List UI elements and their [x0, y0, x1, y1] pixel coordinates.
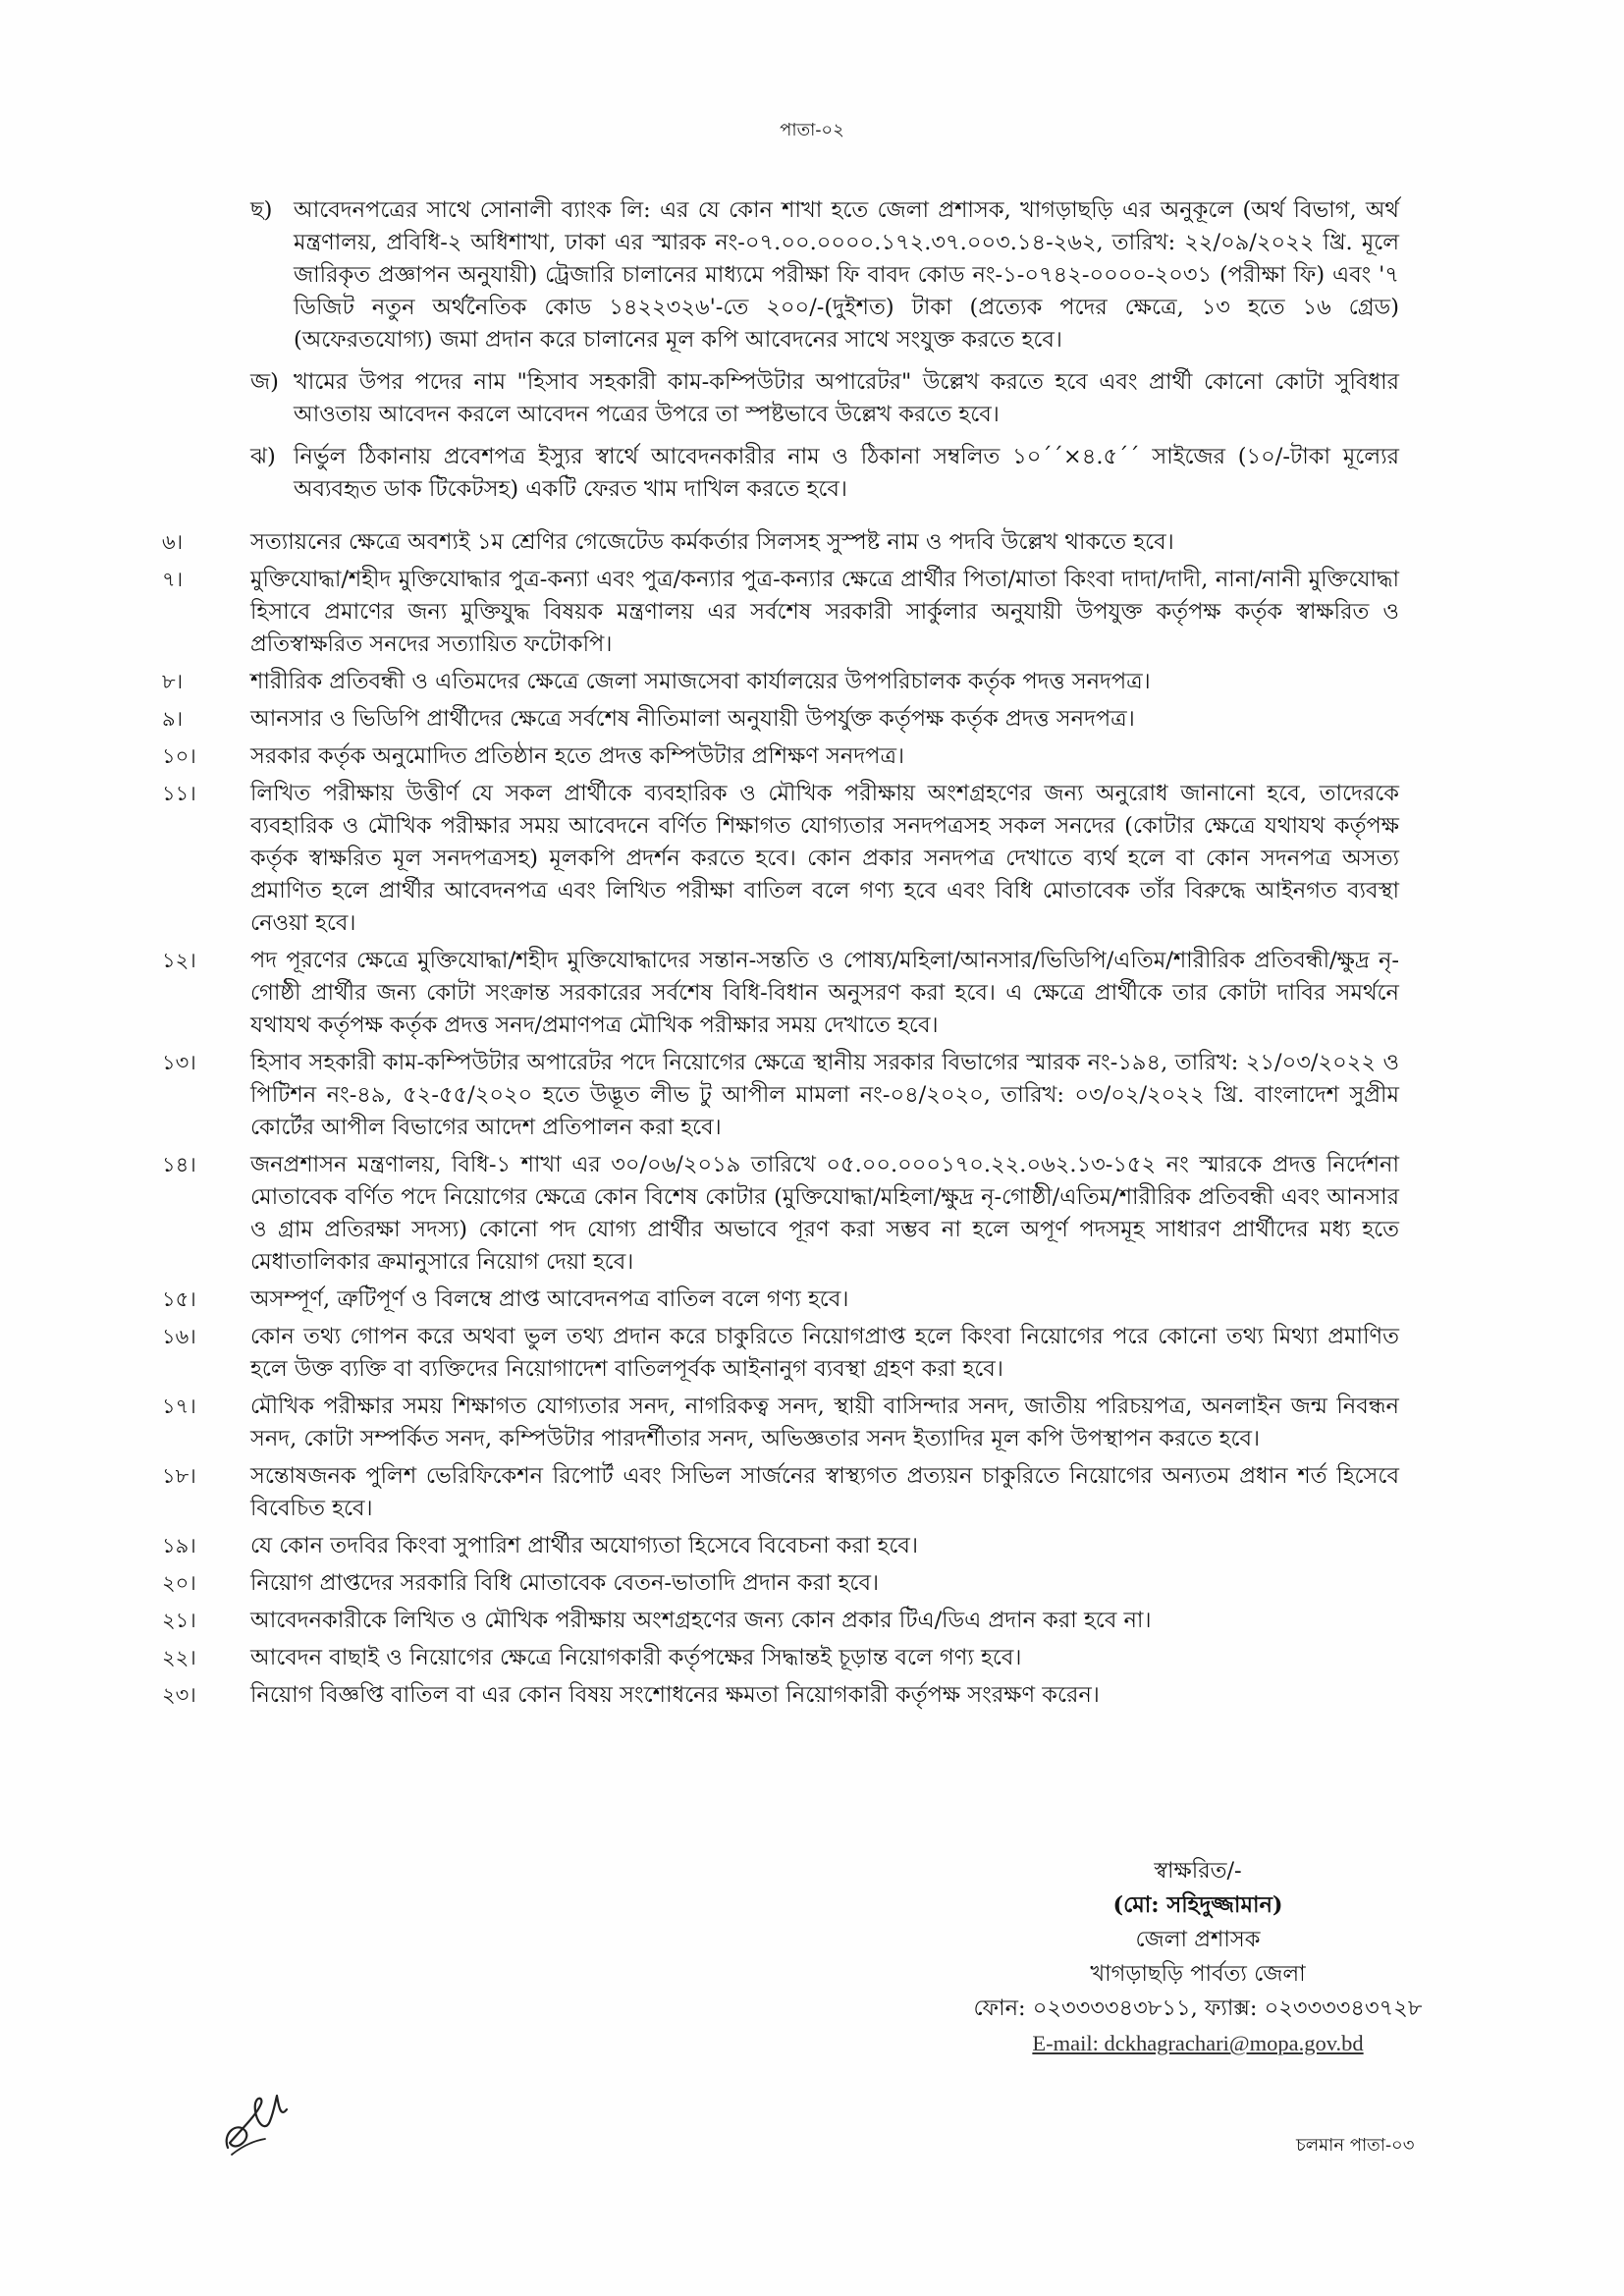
list-item: [162, 945, 1399, 1042]
item-text: হিসাব সহকারী কাম-কম্পিউটার অপারেটর পদে নিয়োগের ক্ষেত্রে স্থানীয় সরকার বিভাগের স্মারক নং-১৯৪, তারিখ: ২১/০৩/২০২২ ও পিটিশন নং-৪৯, ৫২-৫৫/২০২০ হতে উদ্ভূত লীভ টু আপীল মামলা নং-০৪/২০২০, তারিখ: ০৩/০২/২০২২ খ্রি. বাংলাদেশ সুপ্রীম কোর্টের আপীল বিভাগের আদেশ প্রতিপালন করা হবে।: [250, 1050, 1399, 1140]
list-item: [162, 1679, 1399, 1712]
list-item: [162, 1284, 1399, 1316]
item-number: ১৮।: [162, 1464, 196, 1488]
list-item: [162, 666, 1399, 698]
item-number: ২১।: [162, 1609, 196, 1632]
item-text: সরকার কর্তৃক অনুমোদিত প্রতিষ্ঠান হতে প্রদত্ত কম্পিউটার প্রশিক্ষণ সনদপত্র।: [250, 743, 905, 769]
list-item: [162, 1149, 1399, 1279]
list-item: [162, 1642, 1399, 1674]
sub-clause-marker: জ): [250, 369, 279, 395]
item-text: সন্তোষজনক পুলিশ ভেরিফিকেশন রিপোর্ট এবং সিভিল সার্জনের স্বাস্থ্যগত প্রত্যয়ন চাকুরিতে নিয়োগের অন্যতম প্রধান শর্ত হিসেবে বিবেচিত হবে।: [250, 1463, 1399, 1521]
list-item: [162, 1047, 1399, 1144]
item-text: মৌখিক পরীক্ষার সময় শিক্ষাগত যোগ্যতার সনদ, নাগরিকত্ব সনদ, স্থায়ী বাসিন্দার সনদ, জাতীয় পরিচয়পত্র, অনলাইন জন্ম নিবন্ধন সনদ, কোটা সম্পর্কিত সনদ, কম্পিউটার পারদর্শীতার সনদ, অভিজ্ঞতার সনদ ইত্যাদির মূল কপি উপস্থাপন করতে হবে।: [250, 1394, 1399, 1451]
signatory-district: খাগড়াছড়ি পার্বত্য জেলা: [1090, 1961, 1306, 1987]
handwritten-initials: [218, 2074, 297, 2162]
list-item: [162, 564, 1399, 661]
item-number: ১৬।: [162, 1325, 196, 1348]
item-text: অসম্পূর্ণ, ত্রুটিপূর্ণ ও বিলম্বে প্রাপ্ত আবেদনপত্র বাতিল বলে গণ্য হবে।: [250, 1286, 849, 1312]
item-number: ১৩।: [162, 1051, 196, 1074]
list-item: [162, 526, 1399, 559]
item-number: ৯।: [162, 707, 184, 731]
signature-block: [972, 1854, 1424, 2060]
list-item: [162, 1391, 1399, 1455]
list-item: [162, 1321, 1399, 1386]
item-number: ১৫।: [162, 1287, 196, 1311]
item-number: ৭।: [162, 568, 184, 591]
continued-page-note: চলমান পাতা-০৩: [1296, 2135, 1415, 2156]
list-item: [162, 740, 1399, 773]
item-number: ১৯।: [162, 1534, 196, 1558]
sub-clause-list: [250, 194, 1399, 516]
item-text: জনপ্রশাসন মন্ত্রণালয়, বিধি-১ শাখা এর ৩০/০৬/২০১৯ তারিখে ০৫.০০.০০০১৭০.২২.০৬২.১৩-১৫২ নং স্মারকে প্রদত্ত নির্দেশনা মোতাবেক বর্ণিত পদে নিয়োগের ক্ষেত্রে কোন বিশেষ কোটার (মুক্তিযোদ্ধা/মহিলা/ক্ষুদ্র নৃ-গোষ্ঠী/এতিম/শারীরিক প্রতিবন্ধী এবং আনসার ও গ্রাম প্রতিরক্ষা সদস্য) কোনো পদ যোগ্য প্রার্থীর অভাবে পূরণ করা সম্ভব না হলে অপূর্ণ পদসমূহ সাধারণ প্রার্থীদের মধ্য হতে মেধাতালিকার ক্রমানুসারে নিয়োগ দেয়া হবে।: [250, 1152, 1399, 1275]
sub-clause-marker: ছ): [250, 197, 273, 223]
list-item: [162, 1530, 1399, 1562]
item-number: ৬।: [162, 530, 184, 554]
contact-email: E-mail: dckhagrachari@mopa.gov.bd: [1032, 2031, 1364, 2055]
item-text: নিয়োগ প্রাপ্তদের সরকারি বিধি মোতাবেক বেতন-ভাতাদি প্রদান করা হবে।: [250, 1570, 880, 1596]
list-item: [162, 703, 1399, 736]
item-text: সত্যায়নের ক্ষেত্রে অবশ্যই ১ম শ্রেণির গেজেটেড কর্মকর্তার সিলসহ সুস্পষ্ট নাম ও পদবি উল্লেখ থাকতে হবে।: [250, 529, 1174, 555]
item-text: নিয়োগ বিজ্ঞপ্তি বাতিল বা এর কোন বিষয় সংশোধনের ক্ষমতা নিয়োগকারী কর্তৃপক্ষ সংরক্ষণ করেন।: [250, 1682, 1100, 1708]
item-text: আবেদনকারীকে লিখিত ও মৌখিক পরীক্ষায় অংশগ্রহণের জন্য কোন প্রকার টিএ/ডিএ প্রদান করা হবে না।: [250, 1608, 1152, 1633]
item-text: কোন তথ্য গোপন করে অথবা ভুল তথ্য প্রদান করে চাকুরিতে নিয়োগপ্রাপ্ত হলে কিংবা নিয়োগের পরে কোনো তথ্য মিথ্যা প্রমাণিত হলে উক্ত ব্যক্তি বা ব্যক্তিদের নিয়োগাদেশ বাতিলপূর্বক আইনানুগ ব্যবস্থা গ্রহণ করা হবে।: [250, 1324, 1399, 1382]
list-item: [162, 1460, 1399, 1525]
item-number: ১৭।: [162, 1394, 196, 1418]
item-text: যে কোন তদবির কিংবা সুপারিশ প্রার্থীর অযোগ্যতা হিসেবে বিবেচনা করা হবে।: [250, 1533, 918, 1558]
page-number: পাতা-০২: [780, 120, 844, 140]
numbered-clause-list: [162, 526, 1399, 1717]
signatory-designation: জেলা প্রশাসক: [1135, 1927, 1261, 1952]
item-text: পদ পূরণের ক্ষেত্রে মুক্তিযোদ্ধা/শহীদ মুক্তিযোদ্ধাদের সন্তান-সন্ততি ও পোষ্য/মহিলা/আনসার/ভিডিপি/এতিম/শারীরিক প্রতিবন্ধী/ক্ষুদ্র নৃ-গোষ্ঠী প্রার্থীর জন্য কোটা সংক্রান্ত সরকারের সর্বশেষ বিধি-বিধান অনুসরণ করা হবে। এ ক্ষেত্রে প্রার্থীকে তার কোটা দাবির সমর্থনে যথাযথ কর্তৃপক্ষ কর্তৃক প্রদত্ত সনদ/প্রমাণপত্র মৌখিক পরীক্ষার সময় দেখাতে হবে।: [250, 948, 1399, 1038]
item-text: আনসার ও ভিডিপি প্রার্থীদের ক্ষেত্রে সর্বশেষ নীতিমালা অনুযায়ী উপর্যুক্ত কর্তৃপক্ষ কর্তৃক প্রদত্ত সনদপত্র।: [250, 706, 1135, 732]
item-number: ১১।: [162, 782, 196, 805]
list-item: [162, 778, 1399, 940]
sub-clause-text: খামের উপর পদের নাম "হিসাব সহকারী কাম-কম্পিউটার অপারেটর" উল্লেখ করতে হবে এবং প্রার্থী কোনো কোটা সুবিধার আওতায় আবেদন করলে আবেদন পত্রের উপরে তা স্পষ্টভাবে উল্লেখ করতে হবে।: [294, 369, 1399, 427]
item-number: ২০।: [162, 1571, 196, 1595]
list-item: [162, 1567, 1399, 1600]
sub-clause-text: নির্ভুল ঠিকানায় প্রবেশপত্র ইস্যুর স্বার্থে আবেদনকারীর নাম ও ঠিকানা সম্বলিত ১০´´×৪.৫´´ সাইজের (১০/-টাকা মূল্যের অব্যবহৃত ডাক টিকেটসহ) একটি ফেরত খাম দাখিল করতে হবে।: [294, 444, 1399, 502]
item-text: মুক্তিযোদ্ধা/শহীদ মুক্তিযোদ্ধার পুত্র-কন্যা এবং পুত্র/কন্যার পুত্র-কন্যার ক্ষেত্রে প্রার্থীর পিতা/মাতা কিংবা দাদা/দাদী, নানা/নানী মুক্তিযোদ্ধা হিসাবে প্রমাণের জন্য মুক্তিযুদ্ধ বিষয়ক মন্ত্রণালয় এর সর্বশেষ সরকারী সার্কুলার অনুযায়ী উপযুক্ত কর্তৃপক্ষ কর্তৃক স্বাক্ষরিত ও প্রতিস্বাক্ষরিত সনদের সত্যায়িত ফটোকপি।: [250, 567, 1399, 657]
item-number: ২২।: [162, 1646, 196, 1669]
item-text: লিখিত পরীক্ষায় উত্তীর্ণ যে সকল প্রার্থীকে ব্যবহারিক ও মৌখিক পরীক্ষায় অংশগ্রহণের জন্য অনুরোধ জানানো হবে, তাদেরকে ব্যবহারিক ও মৌখিক পরীক্ষার সময় আবেদনে বর্ণিত শিক্ষাগত যোগ্যতার সনদপত্রসহ সকল সনদের (কোটার ক্ষেত্রে যথাযথ কর্তৃপক্ষ কর্তৃক স্বাক্ষরিত মূল সনদপত্রসহ) মূলকপি প্রদর্শন করতে হবে। কোন প্রকার সনদপত্র দেখাতে ব্যর্থ হলে বা কোন সদনপত্র অসত্য প্রমাণিত হলে প্রার্থীর আবেদনপত্র এবং লিখিত পরীক্ষা বাতিল বলে গণ্য হবে এবং বিধি মোতাবেক তাঁর বিরুদ্ধে আইনগত ব্যবস্থা নেওয়া হবে।: [250, 781, 1399, 936]
item-number: ২৩।: [162, 1683, 196, 1707]
sub-clause-text: আবেদনপত্রের সাথে সোনালী ব্যাংক লি: এর যে কোন শাখা হতে জেলা প্রশাসক, খাগড়াছড়ি এর অনুকূলে (অর্থ বিভাগ, অর্থ মন্ত্রণালয়, প্রবিধি-২ অধিশাখা, ঢাকা এর স্মারক নং-০৭.০০.০০০০.১৭২.৩৭.০০৩.১৪-২৬২, তারিখ: ২২/০৯/২০২২ খ্রি. মূলে জারিকৃত প্রজ্ঞাপন অনুযায়ী) ট্রেজারি চালানের মাধ্যমে পরীক্ষা ফি বাবদ কোড নং-১-০৭৪২-০০০০-২০৩১ (পরীক্ষা ফি) এবং '৭ ডিজিট নতুন অর্থনৈতিক কোড ১৪২২৩২৬'-তে ২০০/-(দুইশত) টাকা (প্রত্যেক পদের ক্ষেত্রে, ১৩ হতে ১৬ গ্রেড) (অফেরতযোগ্য) জমা প্রদান করে চালানের মূল কপি আবেদনের সাথে সংযুক্ত করতে হবে।: [294, 197, 1399, 353]
item-number: ৮।: [162, 670, 184, 693]
signatory-name: (মো: সহিদুজ্জামান): [1112, 1892, 1283, 1918]
contact-phone-fax: ফোন: ০২৩৩৩৩৪৩৮১১, ফ্যাক্স: ০২৩৩৩৩৪৩৭২৮: [973, 1995, 1423, 2021]
item-text: আবেদন বাছাই ও নিয়োগের ক্ষেত্রে নিয়োগকারী কর্তৃপক্ষের সিদ্ধান্তই চূড়ান্ত বলে গণ্য হবে।: [250, 1645, 1022, 1670]
sub-clause-marker: ঝ): [250, 444, 276, 469]
signed-label: স্বাক্ষরিত/-: [1154, 1858, 1242, 1884]
item-text: শারীরিক প্রতিবন্ধী ও এতিমদের ক্ষেত্রে জেলা সমাজসেবা কার্যালয়ের উপপরিচালক কর্তৃক পদত্ত সনদপত্র।: [250, 669, 1151, 694]
sub-clause-cha: [250, 194, 1399, 356]
item-number: ১২।: [162, 949, 196, 972]
item-number: ১৪।: [162, 1153, 196, 1176]
sub-clause-jha: [250, 441, 1399, 506]
sub-clause-ja: [250, 366, 1399, 431]
item-number: ১০।: [162, 744, 196, 768]
list-item: [162, 1605, 1399, 1637]
